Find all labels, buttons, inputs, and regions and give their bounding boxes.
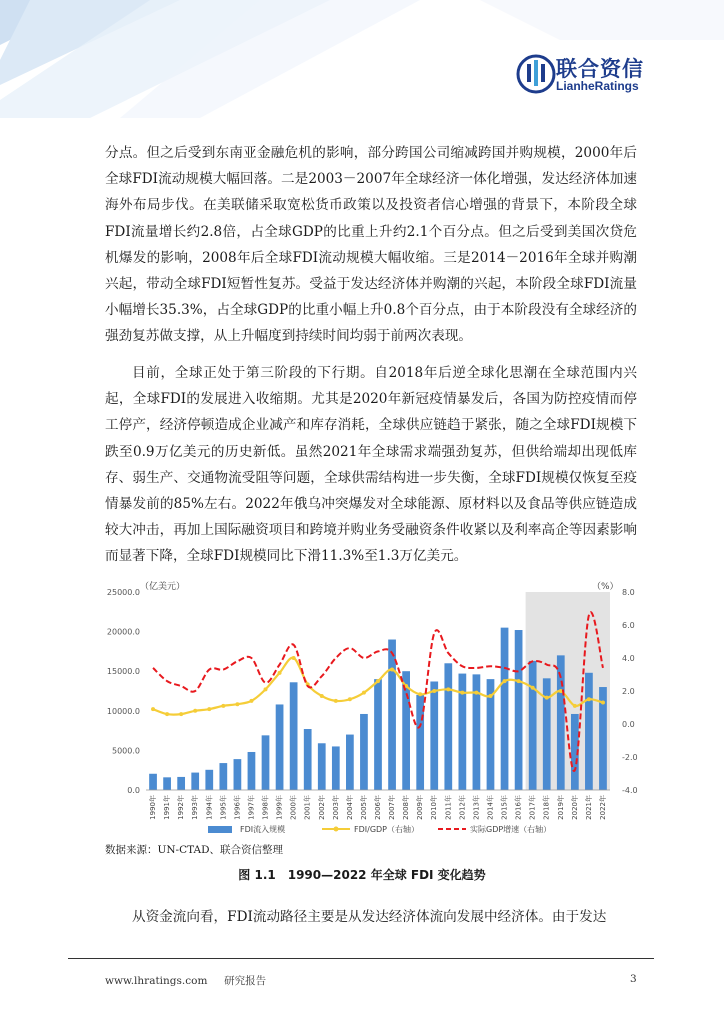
x-tick-label: 2001年 bbox=[303, 795, 312, 820]
x-tick-label: 2005年 bbox=[359, 795, 368, 820]
footer-divider bbox=[68, 958, 654, 959]
left-axis-unit: （亿美元） bbox=[140, 582, 186, 592]
point-2014年 bbox=[488, 694, 492, 698]
legend-label: 实际GDP增速（右轴） bbox=[470, 825, 552, 834]
bar-1995年 bbox=[219, 763, 227, 790]
fdi-chart bbox=[100, 578, 640, 840]
x-tick-label: 2007年 bbox=[388, 795, 397, 820]
bar-1990年 bbox=[149, 774, 157, 790]
x-tick-label: 2002年 bbox=[317, 795, 326, 820]
right-axis-unit: （%） bbox=[592, 582, 619, 592]
x-tick-label: 2008年 bbox=[402, 795, 411, 820]
x-tick-label: 2015年 bbox=[500, 795, 509, 820]
bar-2011年 bbox=[444, 663, 452, 790]
x-tick-label: 1991年 bbox=[163, 795, 172, 820]
point-1996年 bbox=[235, 702, 239, 706]
point-2003年 bbox=[334, 699, 338, 703]
bar-2007年 bbox=[388, 640, 396, 790]
bar-2016年 bbox=[515, 630, 523, 790]
x-tick-label: 2011年 bbox=[444, 795, 453, 820]
point-1999年 bbox=[278, 671, 282, 675]
legend-label: FDI流入规模 bbox=[240, 825, 286, 834]
bar-1994年 bbox=[205, 770, 213, 790]
point-2009年 bbox=[418, 692, 422, 696]
point-1992年 bbox=[179, 712, 183, 716]
point-2010年 bbox=[432, 689, 436, 693]
figure-caption: 图 1.1 1990—2022 年全球 FDI 变化趋势 bbox=[238, 868, 486, 882]
bar-1997年 bbox=[248, 752, 256, 790]
point-1995年 bbox=[221, 704, 225, 708]
bar-2010年 bbox=[430, 681, 438, 790]
fdi-chart-svg bbox=[100, 578, 640, 840]
point-2015年 bbox=[503, 679, 507, 683]
point-2020年 bbox=[573, 704, 577, 708]
left-tick-label: 5000.0 bbox=[112, 746, 140, 756]
x-tick-label: 2019年 bbox=[556, 795, 565, 820]
x-tick-label: 2017年 bbox=[528, 795, 537, 820]
right-tick-label: -4.0 bbox=[622, 786, 638, 795]
right-tick-label: -2.0 bbox=[622, 753, 638, 762]
point-2011年 bbox=[446, 687, 450, 691]
bar-1993年 bbox=[191, 773, 199, 790]
x-tick-label: 2006年 bbox=[374, 795, 382, 820]
right-tick-label: 0.0 bbox=[622, 720, 635, 729]
paragraph-text: 目前，全球正处于第三阶段的下行期。自2018年后逆全球化思潮在全球范围内兴起，全球FDI的发展进入收缩期。尤其是2020年新冠疫情暴发后，各国为防控疫情而停工停产，经济停顿造成企业减产和库存消耗，全球供应链趋于紧张，随之全球FDI规模下跌至0.9万亿美元的历史新低。虽然2021年全球需求端强劲复苏，但供给端却出现低库存、弱生产、交通物流受阻等问题，全球供需结构进一步失衡，全球FDI规模仅恢复至疫情暴发前的85%左右。2022年俄乌冲突爆发对全球能源、原材料以及食品等供应链造成较大冲击，再加上国际融资项目和跨境并购业务受融资条件收紧以及利率高企等因素影响而显著下降，全球FDI规模同比下滑11.3%至1.3万亿美元。 bbox=[105, 365, 637, 565]
left-tick-label: 0.0 bbox=[127, 786, 140, 795]
x-tick-label: 2021年 bbox=[584, 795, 593, 820]
x-tick-label: 2009年 bbox=[416, 795, 425, 820]
bar-1999年 bbox=[276, 704, 284, 790]
x-tick-label: 1994年 bbox=[205, 795, 214, 820]
x-tick-label: 2014年 bbox=[486, 795, 495, 820]
x-tick-label: 1990年 bbox=[149, 795, 158, 820]
x-tick-label: 1997年 bbox=[247, 795, 256, 820]
point-1998年 bbox=[264, 687, 268, 691]
right-tick-label: 8.0 bbox=[622, 588, 635, 597]
point-1991年 bbox=[165, 712, 169, 716]
source-note: 数据来源：UN-CTAD、联合资信整理 bbox=[105, 844, 284, 856]
paragraph-text: 分点。但之后受到东南亚金融危机的影响，部分跨国公司缩减跨国并购规模，2000年后全球FDI流动规模大幅回落。二是2003－2007年全球经济一体化增强，发达经济体加速海外布局步伐。在美联储采取宽松货币政策以及投资者信心增强的背景下，本阶段全球FDI流量增长约2.8倍，占全球GDP的比重上升约2.1个百分点。但之后受到美国次贷危机爆发的影响，2008年后全球FDI流动规模大幅收缩。三是2014－2016年全球并购潮兴起，带动全球FDI短暂性复苏。受益于发达经济体并购潮的兴起，本阶段全球FDI流量小幅增长35.3%，占全球GDP的比重小幅上升0.8个百分点，由于本阶段没有全球经济的强劲复苏做支撑，从上升幅度到持续时间均弱于前两次表现。 bbox=[105, 145, 637, 345]
bar-1998年 bbox=[262, 735, 270, 790]
point-2002年 bbox=[320, 694, 324, 698]
bar-2017年 bbox=[529, 661, 537, 790]
x-tick-label: 2003年 bbox=[331, 795, 340, 820]
point-2005年 bbox=[362, 691, 366, 695]
legend-marker bbox=[334, 827, 339, 832]
x-tick-label: 2012年 bbox=[458, 795, 467, 820]
legend-label: FDI/GDP（右轴） bbox=[354, 825, 419, 834]
x-tick-label: 1996年 bbox=[233, 795, 242, 820]
x-tick-label: 2010年 bbox=[430, 795, 439, 820]
x-tick-label: 2000年 bbox=[289, 795, 298, 820]
point-1994年 bbox=[207, 707, 211, 711]
x-tick-label: 1998年 bbox=[261, 795, 270, 820]
x-tick-label: 2004年 bbox=[345, 795, 354, 820]
left-tick-label: 20000.0 bbox=[106, 627, 140, 637]
paragraph-2 bbox=[105, 360, 637, 570]
x-tick-label: 2013年 bbox=[472, 795, 481, 820]
bar-2015年 bbox=[501, 628, 509, 790]
footer-left bbox=[105, 973, 266, 988]
brand-name-cn: 联合资信 bbox=[556, 57, 644, 81]
right-tick-label: 4.0 bbox=[622, 654, 635, 663]
paragraph-3 bbox=[105, 904, 637, 930]
paragraph-text: 从资金流向看，FDI流动路径主要是从发达经济体流向发展中经济体。由于发达 bbox=[132, 909, 607, 925]
point-2022年 bbox=[601, 701, 605, 705]
bar-2021年 bbox=[585, 673, 593, 790]
x-tick-label: 2022年 bbox=[598, 795, 607, 820]
point-2017年 bbox=[531, 686, 535, 690]
legend-swatch bbox=[208, 826, 232, 833]
point-1993年 bbox=[193, 709, 197, 713]
bar-2003年 bbox=[332, 746, 340, 790]
right-tick-label: 6.0 bbox=[622, 621, 635, 630]
paragraph-1 bbox=[105, 140, 637, 350]
point-2016年 bbox=[517, 679, 521, 683]
x-tick-label: 1995年 bbox=[219, 795, 228, 820]
point-2000年 bbox=[292, 656, 296, 660]
point-2018年 bbox=[545, 696, 549, 700]
bar-1996年 bbox=[234, 759, 242, 790]
bar-2005年 bbox=[360, 714, 368, 790]
x-tick-label: 2020年 bbox=[570, 795, 579, 820]
bar-2018年 bbox=[543, 678, 551, 790]
bar-2001年 bbox=[304, 729, 312, 790]
left-tick-label: 15000.0 bbox=[106, 667, 140, 677]
bar-2000年 bbox=[290, 682, 298, 790]
point-1990年 bbox=[151, 707, 155, 711]
point-2004年 bbox=[348, 697, 352, 701]
point-2013年 bbox=[474, 691, 478, 695]
bar-2002年 bbox=[318, 743, 326, 790]
right-tick-label: 2.0 bbox=[622, 687, 635, 696]
brand-name-en: LianheRatings bbox=[556, 79, 639, 93]
x-tick-label: 2016年 bbox=[514, 795, 523, 820]
point-2007年 bbox=[390, 668, 394, 672]
bar-1992年 bbox=[177, 777, 185, 790]
footer-url[interactable]: www.lhratings.com bbox=[105, 975, 208, 987]
left-tick-label: 25000.0 bbox=[106, 588, 140, 597]
left-tick-label: 10000.0 bbox=[106, 706, 140, 716]
page-number: 3 bbox=[630, 973, 637, 985]
point-2012年 bbox=[460, 691, 464, 695]
x-tick-label: 1992年 bbox=[177, 795, 186, 820]
x-tick-label: 2018年 bbox=[542, 795, 551, 820]
point-2006年 bbox=[376, 679, 380, 683]
bar-2006年 bbox=[374, 679, 382, 790]
bar-2004年 bbox=[346, 735, 354, 790]
x-tick-label: 1993年 bbox=[191, 795, 200, 820]
footer-doc-type: 研究报告 bbox=[224, 975, 267, 987]
point-2021年 bbox=[587, 697, 591, 701]
point-1997年 bbox=[249, 699, 253, 703]
x-tick-label: 1999年 bbox=[275, 795, 284, 820]
bar-1991年 bbox=[163, 777, 171, 790]
